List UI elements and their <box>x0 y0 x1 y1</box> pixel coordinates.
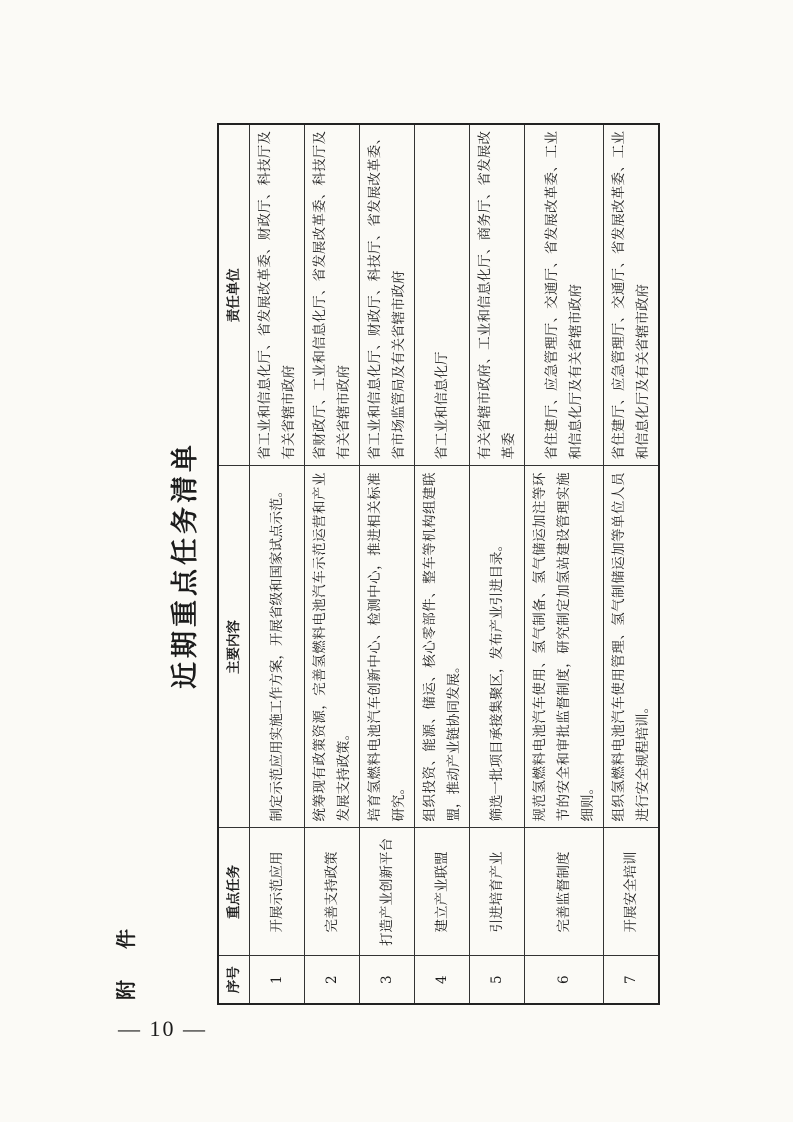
row-no: 5 <box>470 956 525 1004</box>
row-task: 完善支持政策 <box>305 828 360 956</box>
row-content: 组织氢燃料电池汽车使用管理、氢气制储运加等单位人员进行安全规程培训。 <box>604 466 660 828</box>
row-no: 6 <box>525 956 604 1004</box>
header-task: 重点任务 <box>218 828 250 956</box>
table-header-row <box>218 124 250 1004</box>
row-content: 制定示范应用实施工作方案，开展省级和国家试点示范。 <box>250 466 305 828</box>
row-unit: 省工业和信息化厅、财政厅、科技厅、省发展改革委、省市场监管局及有关省辖市政府 <box>360 124 415 466</box>
table-row <box>360 124 415 1004</box>
row-content: 筛选一批项目承接集聚区，发布产业引进目录。 <box>470 466 525 828</box>
row-unit: 省住建厅、应急管理厅、交通厅、省发展改革委、工业和信息化厅及有关省辖市政府 <box>525 124 604 466</box>
task-table <box>217 123 660 1005</box>
row-no: 2 <box>305 956 360 1004</box>
row-content: 培育氢燃料电池汽车创新中心、检测中心，推进相关标准研究。 <box>360 466 415 828</box>
row-no: 7 <box>604 956 660 1004</box>
row-task: 开展示范应用 <box>250 828 305 956</box>
header-unit: 责任单位 <box>218 124 250 466</box>
row-content: 组织投资、能源、储运、核心零部件、整车等机构组建联盟，推动产业链协同发展。 <box>415 466 470 828</box>
row-unit: 有关省辖市政府、工业和信息化厅、商务厅、省发展改革委 <box>470 124 525 466</box>
row-unit: 省工业和信息化厅、省发展改革委、财政厅、科技厅及有关省辖市政府 <box>250 124 305 466</box>
page-number: — 10 — <box>118 1016 207 1041</box>
row-unit: 省财政厅、工业和信息化厅、省发展改革委、科技厅及有关省辖市政府 <box>305 124 360 466</box>
table-row <box>305 124 360 1004</box>
row-no: 4 <box>415 956 470 1004</box>
page-title: 近期重点任务清单 <box>170 441 201 689</box>
row-task: 引进培育产业 <box>470 828 525 956</box>
row-task: 完善监督制度 <box>525 828 604 956</box>
row-unit: 省工业和信息化厅 <box>415 124 470 466</box>
table-row <box>525 124 604 1004</box>
row-no: 3 <box>360 956 415 1004</box>
header-no: 序号 <box>218 956 250 1004</box>
table-row <box>604 124 660 1004</box>
row-task: 打造产业创新平台 <box>360 828 415 956</box>
table-row <box>470 124 525 1004</box>
rotated-page-content <box>105 125 665 1005</box>
table-row <box>415 124 470 1004</box>
annex-label: 附 件 <box>114 917 138 1000</box>
header-content: 主要内容 <box>218 466 250 828</box>
row-content: 规范氢燃料电池汽车使用、氢气制备、氢气储运加注等环节的安全和审批监督制度，研究制定加氢站建设管理实施细则。 <box>525 466 604 828</box>
table-row <box>250 124 305 1004</box>
row-unit: 省住建厅、应急管理厅、交通厅、省发展改革委、工业和信息化厅及有关省辖市政府 <box>604 124 660 466</box>
row-task: 开展安全培训 <box>604 828 660 956</box>
row-content: 统筹现有政策资源，完善氢燃料电池汽车示范运营和产业发展支持政策。 <box>305 466 360 828</box>
row-no: 1 <box>250 956 305 1004</box>
row-task: 建立产业联盟 <box>415 828 470 956</box>
